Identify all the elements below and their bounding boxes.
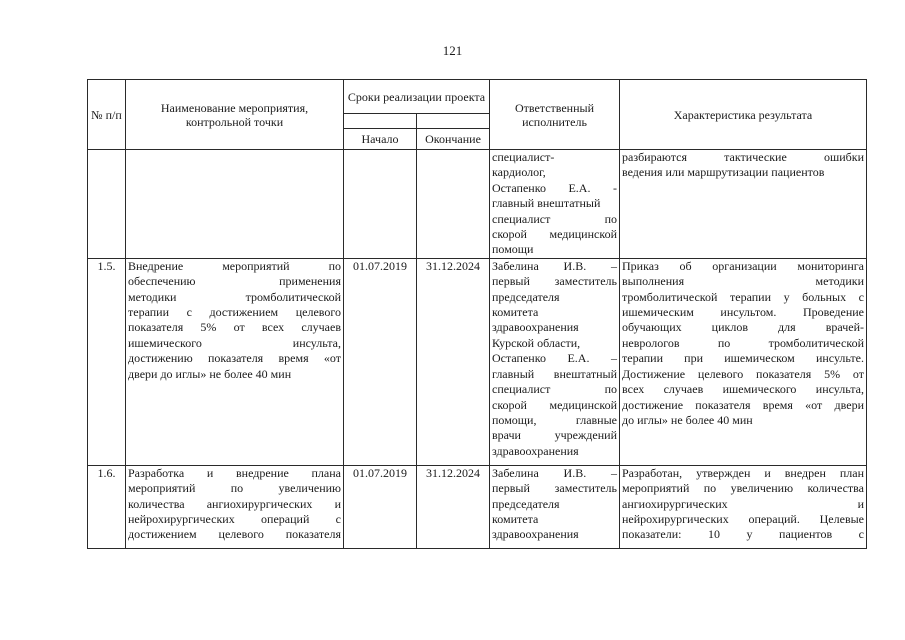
responsible-line: здравоохранения: [492, 320, 579, 335]
result-line: обучающих циклов для врачей-: [622, 320, 864, 335]
responsible-line: главный внештатный: [492, 196, 601, 211]
row-num-cell: 1.5.: [88, 258, 126, 465]
result-line: терапии при ишемическом инсульте.: [622, 351, 864, 366]
header-start: Начало: [344, 129, 417, 150]
row-num-cell: [88, 150, 126, 259]
header-name: Наименование мероприятия, контрольной точки: [126, 80, 344, 150]
result-line: Разработан, утвержден и внедрен план: [622, 465, 864, 480]
result-line: до иглы» не более 40 мин: [622, 412, 753, 427]
responsible-line: Остапенко Е.А. -: [492, 180, 617, 195]
result-line: выполнения методики: [622, 274, 864, 289]
plan-table: [87, 79, 867, 549]
result-line: достижение показателя время «от двери: [622, 397, 864, 412]
row-name-cell: [126, 465, 344, 548]
name-line: методики тромболитической: [128, 289, 341, 304]
header-dates-spacer: [417, 114, 490, 129]
header-responsible: Ответственный исполнитель: [490, 80, 620, 150]
responsible-line: специалист по: [492, 211, 617, 226]
result-line: ведения или маршрутизации пациентов: [622, 165, 825, 180]
responsible-line: Остапенко Е.А. –: [492, 351, 617, 366]
table-row: [88, 150, 867, 259]
result-line: ангиохирургических и: [622, 496, 864, 511]
row-responsible-cell: [490, 150, 620, 259]
row-end-cell: 31.12.2024: [417, 258, 490, 465]
row-start-cell: [344, 150, 417, 259]
result-line: показатели: 10 у пациентов с: [622, 527, 864, 542]
responsible-line: специалист-: [492, 150, 555, 164]
responsible-line: председателя: [492, 496, 560, 511]
result-line: тромболитической терапии у больных с: [622, 289, 864, 304]
row-num-cell: 1.6.: [88, 465, 126, 548]
result-line: разбираются тактические ошибки: [622, 150, 864, 164]
responsible-line: здравоохранения: [492, 527, 579, 542]
name-line: мероприятий по увеличению: [128, 481, 341, 496]
header-dates: Сроки реализации проекта: [344, 80, 490, 114]
responsible-line: помощи, главные: [492, 412, 617, 427]
responsible-line: Курской области,: [492, 335, 581, 350]
responsible-line: Забелина И.В. –: [492, 465, 617, 480]
header-result: Характеристика результата: [620, 80, 867, 150]
page-number: 121: [442, 43, 463, 58]
name-line: показателя 5% от всех случаев: [128, 320, 341, 335]
responsible-line: первый заместитель: [492, 274, 617, 289]
name-line: обеспечению применения: [128, 274, 341, 289]
name-line: ишемического инсульта,: [128, 335, 341, 350]
result-line: Приказ об организации мониторинга: [622, 258, 864, 273]
row-end-cell: 31.12.2024: [417, 465, 490, 548]
name-line: Разработка и внедрение плана: [128, 465, 341, 480]
responsible-line: здравоохранения: [492, 443, 579, 458]
header-end: Окончание: [417, 129, 490, 150]
responsible-line: кардиолог,: [492, 165, 546, 180]
row-name-cell: [126, 258, 344, 465]
responsible-line: главный внештатный: [492, 366, 617, 381]
row-result-cell: [620, 465, 867, 548]
result-line: Достижение целевого показателя 5% от: [622, 366, 864, 381]
result-line: неврологов по тромболитической: [622, 335, 864, 350]
result-line: нейрохирургических операций. Целевые: [622, 512, 864, 527]
responsible-line: Забелина И.В. –: [492, 258, 617, 273]
row-result-cell: [620, 258, 867, 465]
row-start-cell: 01.07.2019: [344, 465, 417, 548]
name-line: Внедрение мероприятий по: [128, 258, 341, 273]
responsible-line: скорой медицинской: [492, 397, 617, 412]
row-start-cell: 01.07.2019: [344, 258, 417, 465]
responsible-line: комитета: [492, 512, 539, 527]
result-line: мероприятий по увеличению количества: [622, 481, 864, 496]
header-num: № п/п: [88, 80, 126, 150]
table-row: [88, 258, 867, 465]
responsible-line: председателя: [492, 289, 560, 304]
table-header: [88, 80, 867, 150]
result-line: всех случаев ишемического инсульта,: [622, 382, 864, 397]
name-line: нейрохирургических операций с: [128, 512, 341, 527]
responsible-line: комитета: [492, 305, 539, 320]
name-line: количества ангиохирургических и: [128, 496, 341, 511]
responsible-line: специалист по: [492, 382, 617, 397]
result-line: ишемическим инсультом. Проведение: [622, 305, 864, 320]
table-row: [88, 465, 867, 548]
responsible-line: скорой медицинской: [492, 227, 617, 242]
header-dates-spacer: [344, 114, 417, 129]
responsible-line: первый заместитель: [492, 481, 617, 496]
responsible-line: врачи учреждений: [492, 428, 617, 443]
row-result-cell: [620, 150, 867, 259]
row-name-cell: [126, 150, 344, 259]
name-line: достижению показателя время «от: [128, 351, 341, 366]
row-end-cell: [417, 150, 490, 259]
responsible-line: помощи: [492, 242, 534, 257]
name-line: достижением целевого показателя: [128, 527, 341, 542]
name-line: двери до иглы» не более 40 мин: [128, 366, 292, 381]
row-responsible-cell: [490, 465, 620, 548]
name-line: терапии с достижением целевого: [128, 305, 341, 320]
row-responsible-cell: [490, 258, 620, 465]
